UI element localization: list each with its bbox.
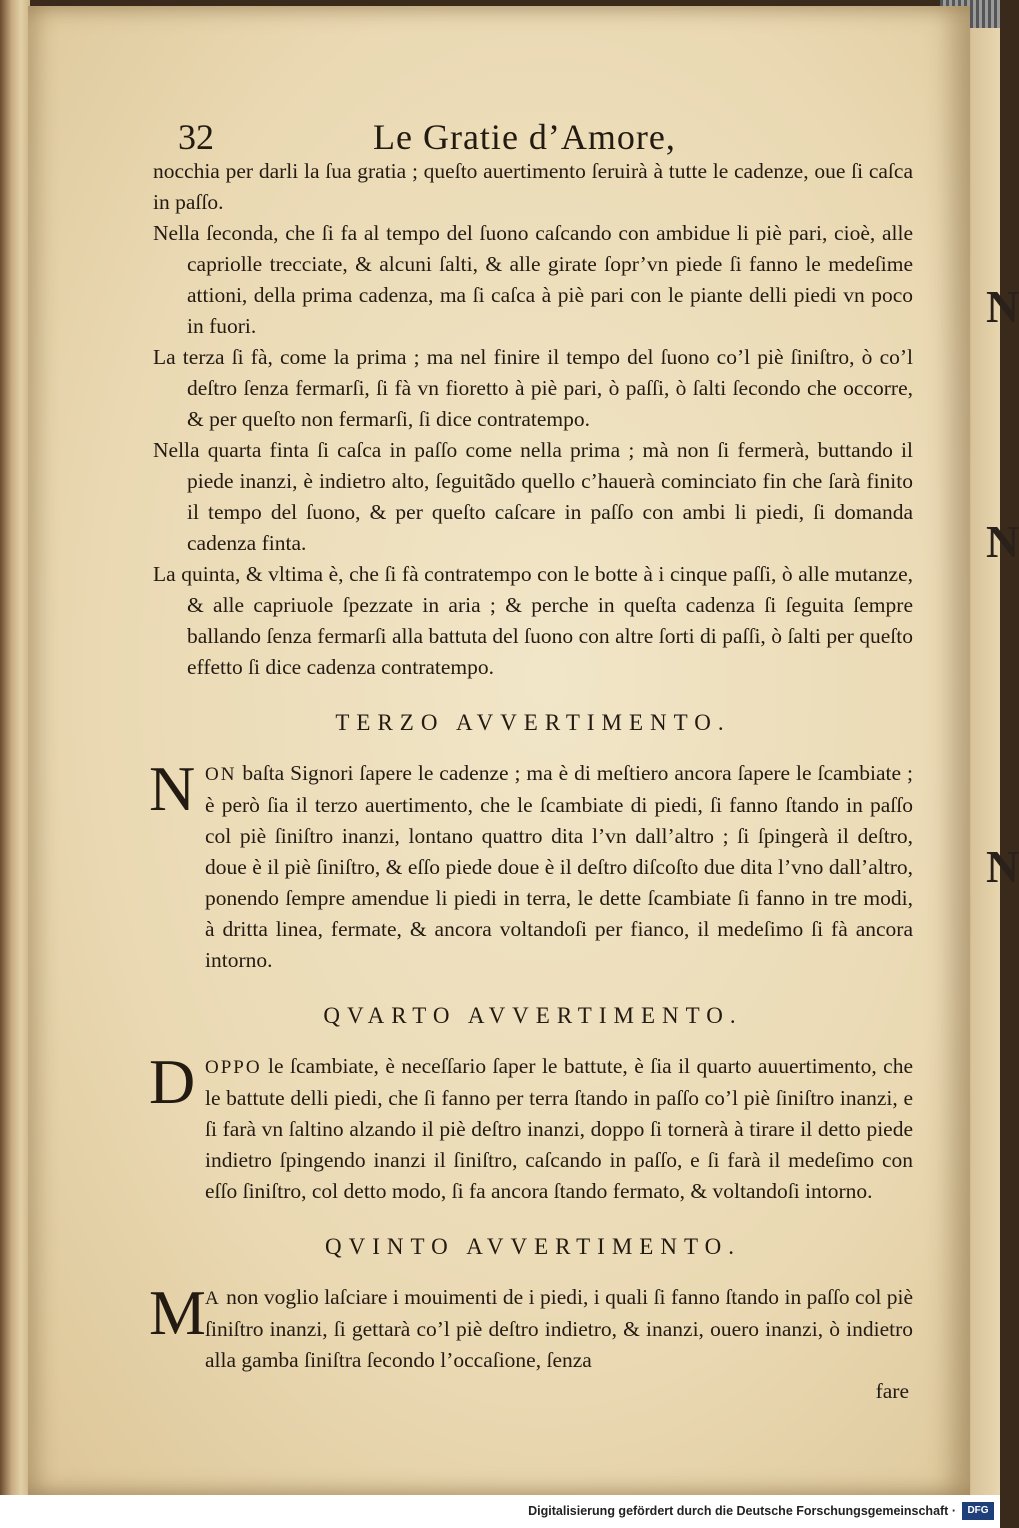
section-heading: TERZO AVVERTIMENTO. xyxy=(335,710,731,735)
dfg-logo-icon: DFG xyxy=(962,1502,994,1520)
funding-credit: Digitalisierung gefördert durch die Deutsche Forschungsgemeinschaft · xyxy=(528,1504,956,1518)
drop-cap: D xyxy=(149,1046,196,1117)
book-spine xyxy=(0,0,30,1528)
section-paragraph xyxy=(149,1046,913,1207)
paragraph-text: le ſcambiate, è neceſſario ſaper le battute, è ſia il quarto auuertimento, che le battute delli piedi, che ſi fanno per terra ſtando in paſſo co’l piè ſiniſtro inanzi, e ſi farà vn ſaltino alzando il piè deſtro inanzi, doppo ſi tornerà à tirare il detto piede indietro ſpingendo inanzi il ſiniſtro, caſcando in paſſo, e ſi farà il medeſimo con eſſo ſiniſtro, col detto modo, ſi fa ancora ſtando fermato, & voltandoſi intorno. xyxy=(205,1054,913,1203)
drop-cap: N xyxy=(149,753,196,824)
section-paragraph xyxy=(149,753,913,976)
paragraph: La quinta, & vltima è, che ſi fà contratempo con le botte à i cinque paſſi, ò alle mutanze, & alle capriuole ſpezzate in aria ; & perche in queſta cadenza ſi ſeguita ſempre ballando ſenza fermarſi alla battuta del ſuono con altre ſorti di paſſi, ò ſalti per queſto effetto ſi dice cadenza contratempo. xyxy=(153,562,913,679)
section-heading: QVARTO AVVERTIMENTO. xyxy=(323,1003,743,1028)
drop-cap: M xyxy=(149,1277,206,1348)
lead-caps: A xyxy=(205,1288,221,1309)
facing-page-fragment: N xyxy=(986,281,1019,332)
facing-page-fragment: N xyxy=(986,841,1019,892)
running-title: Le Gratie d’Amore, xyxy=(373,117,676,157)
book-page xyxy=(28,6,970,1495)
paragraph: La terza ſi fà, come la prima ; ma nel finire il tempo del ſuono co’l piè ſiniſtro, ò co’l deſtro ſenza fermarſi, ſi fà vn fioretto à piè pari, ò paſſi, ò ſalti ſecondo che occorre, & per queſto non fermarſi, ſi dice contratempo. xyxy=(153,345,913,431)
section-heading: QVINTO AVVERTIMENTO. xyxy=(325,1234,741,1259)
paragraph: Nella quarta finta ſi caſca in paſſo come nella prima ; mà non ſi fermerà, buttando il piede inanzi, è indietro alto, ſeguitãdo quello c’hauerà cominciato fin che ſarà finito il tempo del ſuono, & per queſto caſcare in paſſo con ambi li piedi, ſi domanda cadenza finta. xyxy=(153,438,913,555)
facing-page-fragment: N xyxy=(986,516,1019,567)
catchword: fare xyxy=(875,1379,909,1403)
paragraph: nocchia per darli la ſua gratia ; queſto auertimento ſeruirà à tutte le cadenze, oue ſi caſca in paſſo. xyxy=(153,159,913,214)
lead-caps: ON xyxy=(205,764,237,785)
page-body xyxy=(149,156,913,1407)
section-paragraph xyxy=(149,1277,913,1376)
paragraph-text: non voglio laſciare i mouimenti de i piedi, i quali ſi fanno ſtando in paſſo col piè ſiniſtro inanzi, ſi gettarà co’l piè deſtro indietro, & inanzi, ouero inanzi, ò indietro alla gamba ſiniſtra ſecondo l’occaſione, ſenza xyxy=(205,1285,913,1372)
paragraph-text: baſta Signori ſapere le cadenze ; ma è di meſtiero ancora ſapere le ſcambiate ; è però ſia il terzo auertimento, che le ſcambiate di piedi, ſi fanno ſtando in paſſo col piè ſiniſtro inanzi, lontano quattro dita l’vn dall’altro ; ſi ſpingerà il deſtro, doue è il piè ſiniſtro, & eſſo piede doue è il deſtro diſcoſto due dita l’vno dall’altro, ponendo ſempre amendue li piedi in terra, le dette ſcambiate ſi fanno in tre modi, à dritta linea, fermate, & ancora voltandoſi per fianco, il medeſimo ſi fà ancora intorno. xyxy=(205,761,913,972)
lead-caps: OPPO xyxy=(205,1057,262,1078)
footer-bar xyxy=(0,1495,1000,1528)
paragraph: Nella ſeconda, che ſi fa al tempo del ſuono caſcando con ambidue li piè pari, cioè, alle capriolle trecciate, & alcuni ſalti, & alle girate ſopr’vn piede ſi fanno le medeſime attioni, della prima cadenza, ma ſi caſca à piè pari con le piante delli piedi vn poco in fuori. xyxy=(153,221,913,338)
page-number: 32 xyxy=(178,117,214,157)
